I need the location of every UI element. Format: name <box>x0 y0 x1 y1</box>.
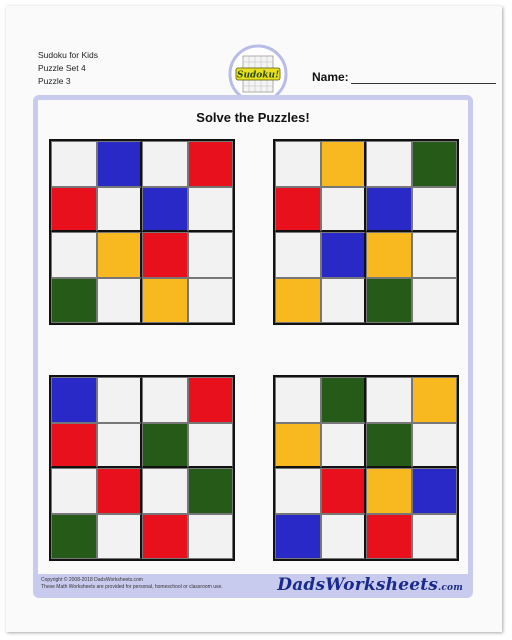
grid-cell[interactable] <box>188 514 234 560</box>
grid-cell[interactable] <box>275 232 321 278</box>
sudoku-grid-4 <box>273 375 459 561</box>
grid-cell[interactable] <box>97 423 143 469</box>
grid-cell[interactable] <box>275 278 321 324</box>
grid-cell[interactable] <box>51 514 97 560</box>
grid-cell[interactable] <box>321 377 367 423</box>
name-underline[interactable] <box>351 71 496 84</box>
brand-tail: Worksheets <box>325 575 439 595</box>
name-field[interactable] <box>312 70 496 84</box>
sudoku-grid-2 <box>273 139 459 325</box>
grid-cell[interactable] <box>142 468 188 514</box>
grid-cell[interactable] <box>97 141 143 187</box>
grid-cell[interactable] <box>412 468 458 514</box>
grid-cell[interactable] <box>275 187 321 233</box>
worksheet-title: Sudoku for Kids <box>38 50 99 60</box>
grid-cell[interactable] <box>412 423 458 469</box>
grid-cell[interactable] <box>97 468 143 514</box>
grid-cell[interactable] <box>51 423 97 469</box>
grid-cell[interactable] <box>321 514 367 560</box>
grid-cell[interactable] <box>97 278 143 324</box>
grid-cell[interactable] <box>51 187 97 233</box>
grid-cell[interactable] <box>142 187 188 233</box>
grid-cell[interactable] <box>142 141 188 187</box>
grid-cell[interactable] <box>366 141 412 187</box>
sudoku-grid-3 <box>49 375 235 561</box>
grid-cell[interactable] <box>366 187 412 233</box>
grid-cell[interactable] <box>412 187 458 233</box>
brand-main: Dads <box>277 575 326 595</box>
grid-cell[interactable] <box>188 232 234 278</box>
grid-cell[interactable] <box>321 187 367 233</box>
grid-cell[interactable] <box>51 377 97 423</box>
grid-cell[interactable] <box>366 423 412 469</box>
grid-cell[interactable] <box>321 232 367 278</box>
grid-cell[interactable] <box>412 514 458 560</box>
grid-cell[interactable] <box>275 423 321 469</box>
grid-cell[interactable] <box>412 232 458 278</box>
grid-cell[interactable] <box>366 468 412 514</box>
footer-bar <box>33 574 473 598</box>
grid-cell[interactable] <box>366 278 412 324</box>
grid-cell[interactable] <box>188 468 234 514</box>
grid-cell[interactable] <box>142 423 188 469</box>
worksheet-info <box>38 49 98 88</box>
name-label: Name: <box>312 70 349 84</box>
grid-cell[interactable] <box>412 377 458 423</box>
grid-cell[interactable] <box>275 377 321 423</box>
grid-cell[interactable] <box>51 278 97 324</box>
grid-cell[interactable] <box>51 468 97 514</box>
grid-cell[interactable] <box>51 141 97 187</box>
grid-cell[interactable] <box>142 377 188 423</box>
grid-cell[interactable] <box>412 141 458 187</box>
grid-cell[interactable] <box>188 141 234 187</box>
grid-cell[interactable] <box>412 278 458 324</box>
grid-cell[interactable] <box>275 514 321 560</box>
logo-text: Sudoku! <box>236 70 280 81</box>
grid-cell[interactable] <box>321 423 367 469</box>
grid-cell[interactable] <box>321 278 367 324</box>
grid-cell[interactable] <box>188 423 234 469</box>
grid-cell[interactable] <box>142 278 188 324</box>
grid-cell[interactable] <box>188 278 234 324</box>
brand-logo[interactable] <box>277 575 463 595</box>
grid-cell[interactable] <box>188 187 234 233</box>
grid-cell[interactable] <box>366 232 412 278</box>
usage-note: These Math Worksheets are provided for personal, homeschool or classroom use. <box>41 584 223 590</box>
page-title: Solve the Puzzles! <box>196 110 310 125</box>
grid-cell[interactable] <box>188 377 234 423</box>
grid-cell[interactable] <box>142 232 188 278</box>
grid-cell[interactable] <box>275 468 321 514</box>
sudoku-grid-1 <box>49 139 235 325</box>
copyright-text: Copyright © 2008-2018 DadsWorksheets.com <box>41 577 143 583</box>
puzzle-set-label: Puzzle Set 4 <box>38 63 86 73</box>
grid-cell[interactable] <box>366 377 412 423</box>
puzzle-number-label: Puzzle 3 <box>38 76 71 86</box>
grid-cell[interactable] <box>275 141 321 187</box>
grid-cell[interactable] <box>51 232 97 278</box>
grid-cell[interactable] <box>321 141 367 187</box>
brand-suffix: .com <box>438 583 463 593</box>
grid-cell[interactable] <box>97 232 143 278</box>
grid-cell[interactable] <box>97 514 143 560</box>
footer-text <box>41 577 223 591</box>
grid-cell[interactable] <box>97 187 143 233</box>
grid-cell[interactable] <box>366 514 412 560</box>
grid-cell[interactable] <box>321 468 367 514</box>
grid-cell[interactable] <box>97 377 143 423</box>
grid-cell[interactable] <box>142 514 188 560</box>
